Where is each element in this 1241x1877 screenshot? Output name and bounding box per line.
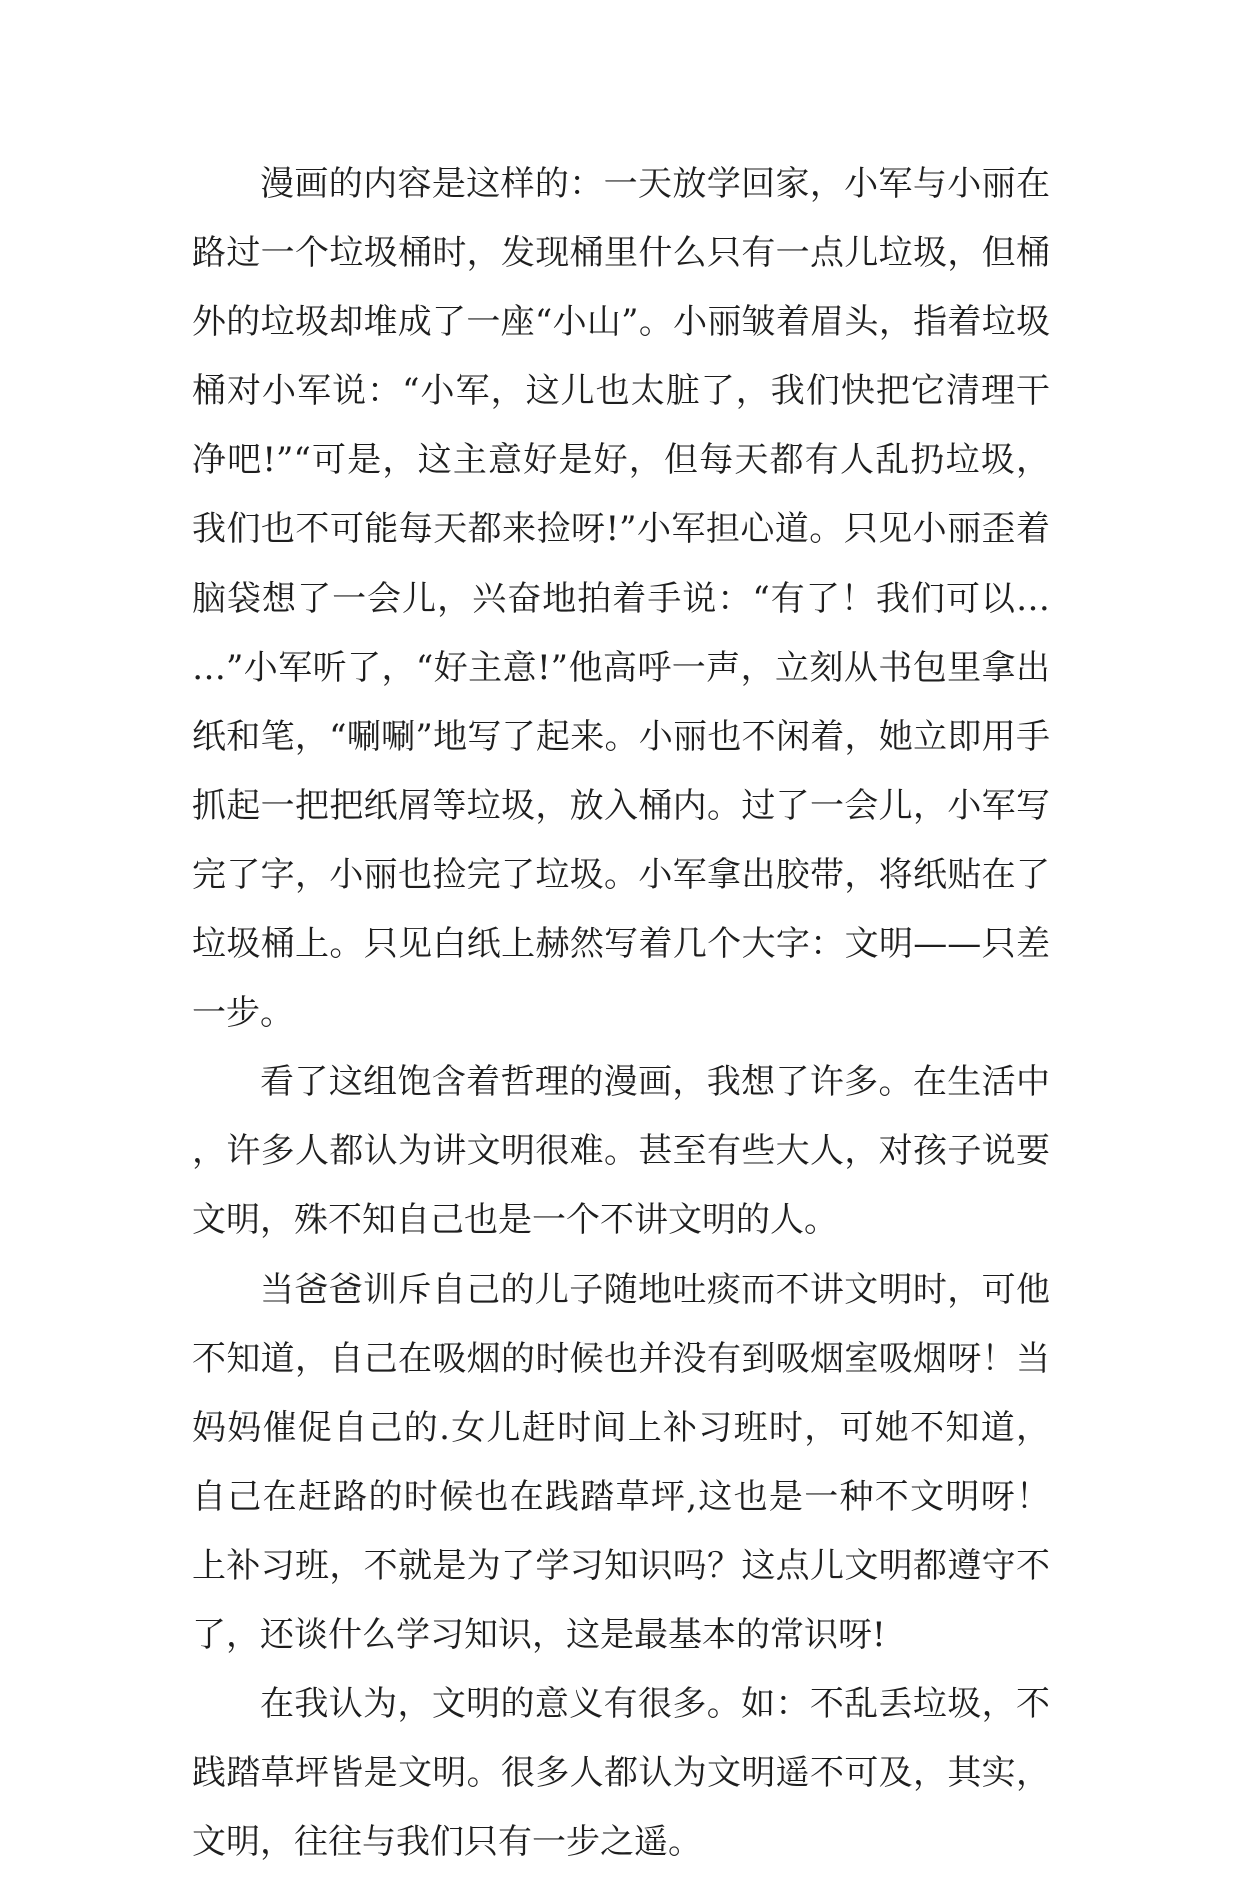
document-body [192, 150, 1050, 1877]
paragraph-conclusion: 在我认为，文明的意义有很多。如：不乱丢垃圾，不践踏草坪皆是文明。很多人都认为文明遥不可及，其实，文明，往往与我们只有一步之遥。 [192, 1684, 1050, 1863]
paragraph-reflection: 看了这组饱含着哲理的漫画，我想了许多。在生活中，许多人都认为讲文明很难。甚至有些大人，对孩子说要文明，殊不知自己也是一个不讲文明的人。 [192, 1062, 1050, 1241]
paragraph-examples: 当爸爸训斥自己的儿子随地吐痰而不讲文明时，可他不知道，自己在吸烟的时候也并没有到吸烟室吸烟呀！当妈妈催促自己的.女儿赶时间上补习班时，可她不知道，自己在赶路的时候也在践踏草坪,这也是一种不文明呀！上补习班，不就是为了学习知识吗？这点儿文明都遵守不了，还谈什么学习知识，这是最基本的常识呀! [192, 1269, 1050, 1655]
paragraph-comic-description: 漫画的内容是这样的：一天放学回家，小军与小丽在路过一个垃圾桶时，发现桶里什么只有一点儿垃圾，但桶外的垃圾却堆成了一座“小山”。小丽皱着眉头，指着垃圾桶对小军说：“小军，这儿也太脏了，我们快把它清理干净吧!”“可是，这主意好是好，但每天都有人乱扔垃圾，我们也不可能每天都来捡呀!”小军担心道。只见小丽歪着脑袋想了一会儿，兴奋地拍着手说：“有了！我们可以……”小军听了，“好主意!”他高呼一声，立刻从书包里拿出纸和笔，“唰唰”地写了起来。小丽也不闲着，她立即用手抓起一把把纸屑等垃圾，放入桶内。过了一会儿，小军写完了字，小丽也捡完了垃圾。小军拿出胶带，将纸贴在了垃圾桶上。只见白纸上赫然写着几个大字：文明——只差一步。 [192, 164, 1050, 1034]
